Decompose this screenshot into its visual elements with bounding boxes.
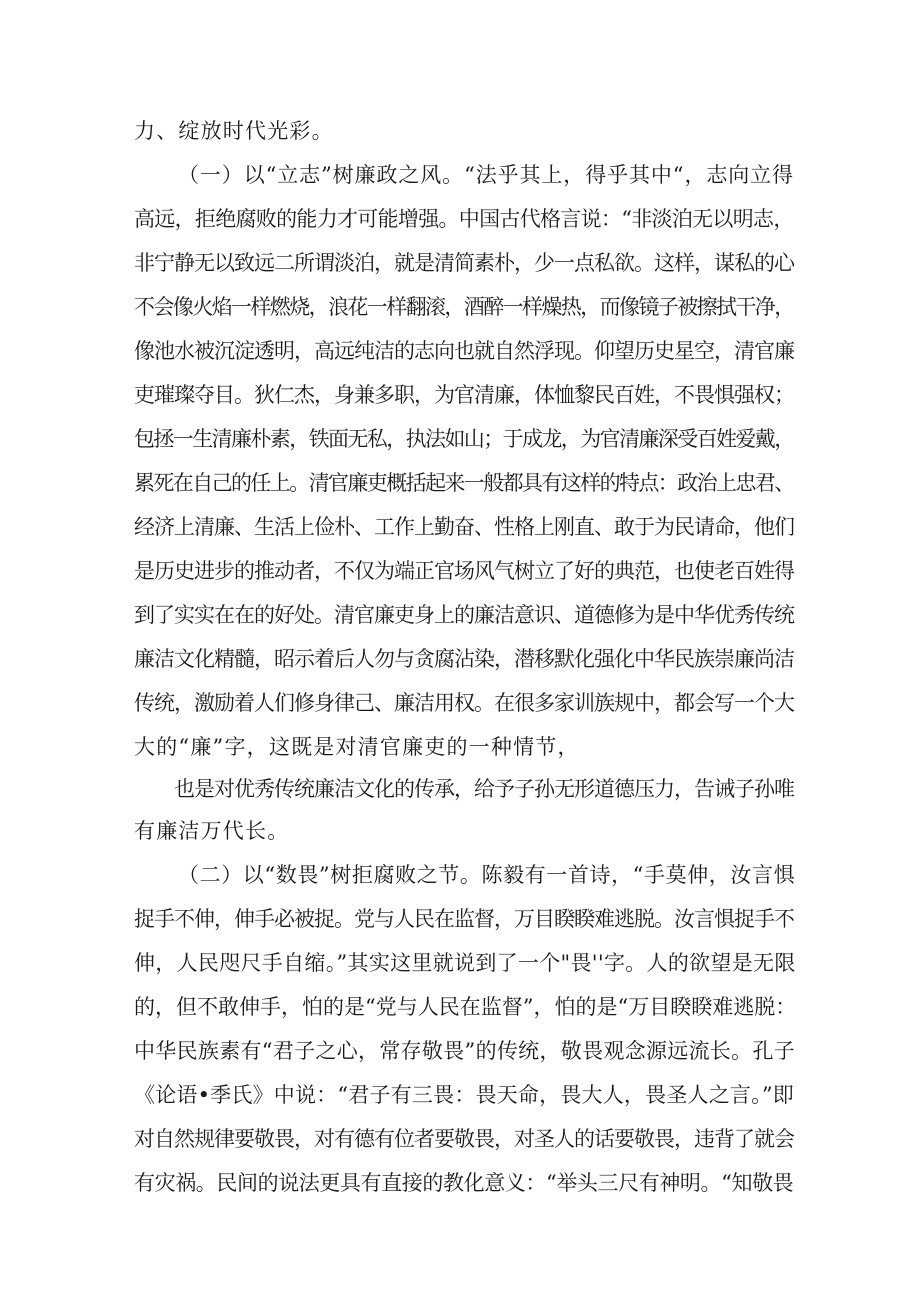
text-line: 捉手不伸，伸手必被捉。党与人民在监督，万目睽睽难逃脱。汝言惧捉手不 (134, 907, 794, 931)
text-line: 包拯一生清廉朴素，铁面无私，执法如山；于成龙，为官清廉深受百姓爱戴， (134, 427, 794, 451)
text-line: 像池水被沉淀透明，高远纯洁的志向也就自然浮现。仰望历史星空，清官廉 (134, 339, 794, 363)
text-line: 传统，激励着人们修身律己、廉洁用权。在很多家训族规中，都会写一个大 (134, 691, 794, 715)
text-line: 中华民族素有“君子之心，常存敬畏”的传统，敬畏观念源远流长。孔子 (134, 1039, 796, 1063)
text-line: 累死在自己的任上。清官廉吏概括起来一般都具有这样的特点：政治上忠君、 (134, 471, 794, 495)
text-line: 到了实实在在的好处。清官廉吏身上的廉洁意识、道德修为是中华优秀传统 (134, 603, 794, 627)
text-line: 高远，拒绝腐败的能力才可能增强。中国古代格言说：“非淡泊无以明志， (134, 207, 794, 231)
text-line: 大的“廉”字，这既是对清官廉吏的一种情节， (134, 735, 580, 759)
text-line: 对自然规律要敬畏，对有德有位者要敬畏，对圣人的话要敬畏，违背了就会 (134, 1127, 794, 1151)
text-line: 廉洁文化精髓，昭示着后人勿与贪腐沾染，潜移默化强化中华民族崇廉尚洁 (134, 647, 794, 671)
text-line: 力、绽放时代光彩。 (134, 119, 334, 143)
text-line: 也是对优秀传统廉洁文化的传承，给予子孙无形道德压力，告诫子孙唯 (174, 777, 794, 801)
text-line: 经济上清廉、生活上俭朴、工作上勤奋、性格上刚直、敢于为民请命，他们 (134, 515, 794, 539)
text-line: 《论语•季氏》中说：“君子有三畏：畏天命，畏大人，畏圣人之言。”即 (134, 1083, 794, 1107)
text-line: 的，但不敢伸手，怕的是“党与人民在监督”，怕的是“万目睽睽难逃脱： (134, 995, 797, 1019)
text-line: （二）以“数畏”树拒腐败之节。陈毅有一首诗，“手莫伸，汝言惧 (178, 863, 796, 887)
text-line: 有灾祸。民间的说法更具有直接的教化意义：“举头三尺有神明。“知敬畏 (134, 1171, 794, 1195)
text-line: 不会像火焰一样燃烧，浪花一样翻滚，酒醉一样燥热，而像镜子被擦拭干净， (134, 295, 794, 319)
text-line: 吏璀璨夺目。狄仁杰，身兼多职，为官清廉，体恤黎民百姓，不畏惧强权； (134, 383, 794, 407)
text-line: 有廉洁万代长。 (134, 819, 290, 843)
text-line: 是历史进步的推动者，不仅为端正官场风气树立了好的典范，也使老百姓得 (134, 559, 794, 583)
text-line: 伸，人民咫尺手自缩。”其实这里就说到了一个"畏''字。人的欲望是无限 (134, 951, 796, 975)
text-line: （一）以“立志”树廉政之风。“法乎其上，得乎其中“，志向立得 (178, 163, 794, 187)
text-line: 非宁静无以致远二所谓淡泊，就是清简素朴，少一点私欲。这样，谋私的心 (134, 251, 794, 275)
